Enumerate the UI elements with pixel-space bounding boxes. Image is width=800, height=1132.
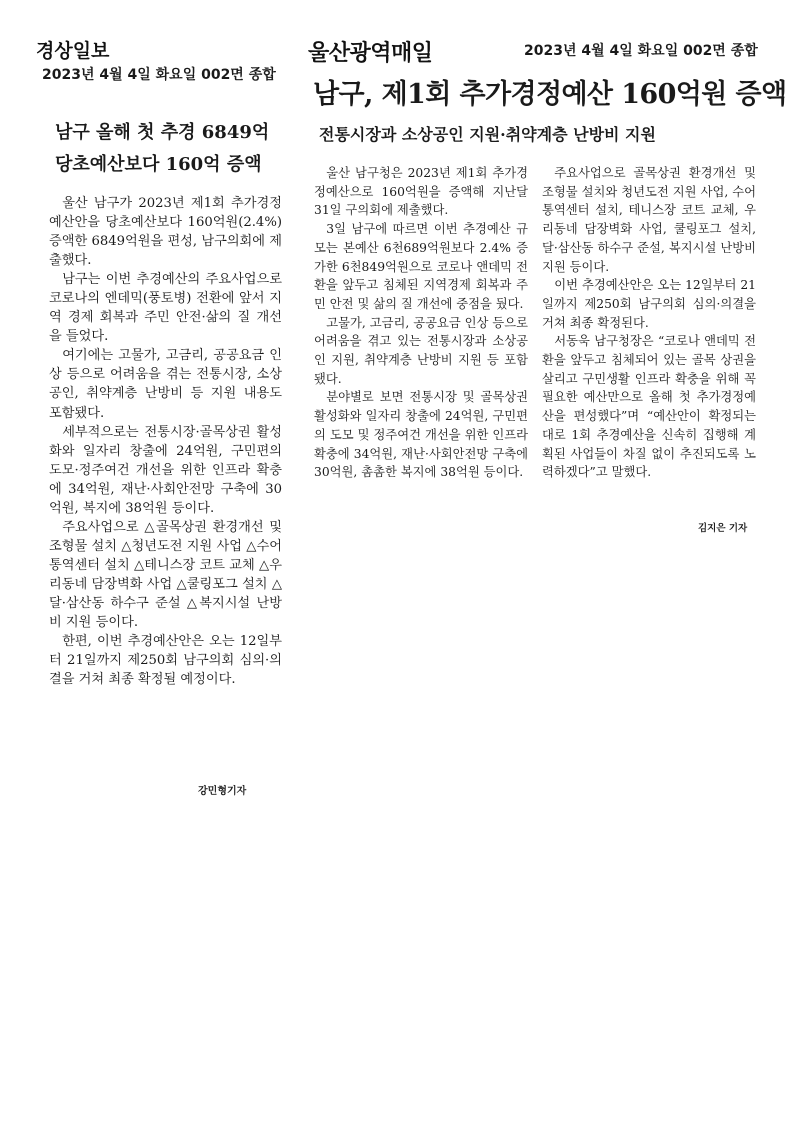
byline: 강민형기자: [198, 786, 247, 797]
left-article-clipping: [36, 36, 288, 806]
article-paragraph: 울산 남구가 2023년 제1회 추가경정예산안을 당초예산보다 160억원(2.4%) 증액한 6849억원을 편성, 남구의회에 제출했다.: [49, 196, 282, 269]
article-column-2: [542, 164, 756, 482]
article-paragraph: 주요사업으로 △골목상권 환경개선 및 조형물 설치 △청년도전 지원 사업 △수어통역센터 설치 △테니스장 코트 교체 △우리동네 담장벽화 사업 △쿨링포그 설치 △달·삼산동 하수구 준설 △복지시설 난방비 지원 등이다.: [49, 519, 282, 631]
article-paragraph: 울산 남구청은 2023년 제1회 추가경정예산으로 160억원을 증액해 지난달 31일 구의회에 제출했다.: [314, 166, 528, 218]
newspaper-name: 울산광역매일: [308, 41, 433, 66]
newspaper-name: 경상일보: [36, 40, 110, 62]
article-paragraph: 이번 추경예산안은 오는 12일부터 21일까지 제250회 남구의회 심의·의결을 거쳐 최종 확정된다.: [542, 278, 756, 330]
headline: 남구, 제1회 추가경정예산 160억원 증액: [313, 79, 787, 110]
subheadline: 전통시장과 소상공인 지원·취약계층 난방비 지원: [319, 125, 656, 144]
article-paragraph: 세부적으로는 전통시장·골목상권 활성화와 일자리 창출에 24억원, 구민편의 도모·정주여건 개선을 위한 인프라 확충에 34억원, 재난·사회안전망 구축에 30억원, 복지에 38억원 등이다.: [49, 424, 282, 516]
headline-line-1: 남구 올해 첫 추경 6849억: [55, 122, 270, 143]
article-paragraph: 고물가, 고금리, 공공요금 인상 등으로 어려움을 겪고 있는 전통시장과 소상공인 지원, 취약계층 난방비 지원 등 포함됐다.: [314, 315, 528, 386]
right-article-clipping: [300, 36, 787, 536]
byline: 김지은 기자: [698, 523, 748, 534]
publication-date: 2023년 4월 4일 화요일 002면 종합: [524, 43, 758, 59]
article-paragraph: 3일 남구에 따르면 이번 추경예산 규모는 본예산 6천689억원보다 2.4% 증가한 6천849억원으로 코로나 앤데믹 전환을 앞두고 침체된 지역경제 회복과 주민 안전 및 삶의 질 개선에 중점을 뒀다.: [314, 222, 528, 311]
article-body: [49, 194, 282, 689]
article-column-1: [314, 164, 528, 482]
article-paragraph: 여기에는 고물가, 고금리, 공공요금 인상 등으로 어려움을 겪는 전통시장, 소상공인, 취약계층 난방비 등 지원 내용도 포함됐다.: [49, 348, 282, 421]
article-paragraph: 주요사업으로 골목상권 환경개선 및 조형물 설치와 청년도전 지원 사업, 수어통역센터 설치, 테니스장 코트 교체, 우리동네 담장벽화 사업, 쿨링포그 설치, 달·삼산동 하수구 준설, 복지시설 난방비 지원 등이다.: [542, 166, 756, 274]
article-paragraph: 서동욱 남구청장은 “코로나 앤데믹 전환을 앞두고 침체되어 있는 골목 상권을 살리고 구민생활 인프라 확충을 위해 꼭 필요한 예산만으로 올해 첫 추가경정예산을 편성했다”며 “예산안이 확정되는 대로 1회 추경예산을 신속히 집행해 계획된 사업들이 차질 없이 추진되도록 노력하겠다”고 말했다.: [542, 334, 756, 480]
article-paragraph: 분야별로 보면 전통시장 및 골목상권 활성화와 일자리 창출에 24억원, 구민편의 도모 및 정주여건 개선을 위한 인프라 확충에 34억원, 재난·사회안전망 구축에 30억원, 촘촘한 복지에 38억원 등이다.: [314, 390, 528, 480]
article-paragraph: 한편, 이번 추경예산안은 오는 12일부터 21일까지 제250회 남구의회 심의·의결을 거쳐 최종 확정될 예정이다.: [49, 634, 282, 688]
article-paragraph: 남구는 이번 추경예산의 주요사업으로 코로나의 엔데믹(풍토병) 전환에 앞서 지역 경제 회복과 주민 안전·삶의 질 개선을 들었다.: [49, 272, 282, 345]
publication-date: 2023년 4월 4일 화요일 002면 종합: [42, 67, 276, 83]
headline-line-2: 당초예산보다 160억 증액: [55, 154, 262, 175]
